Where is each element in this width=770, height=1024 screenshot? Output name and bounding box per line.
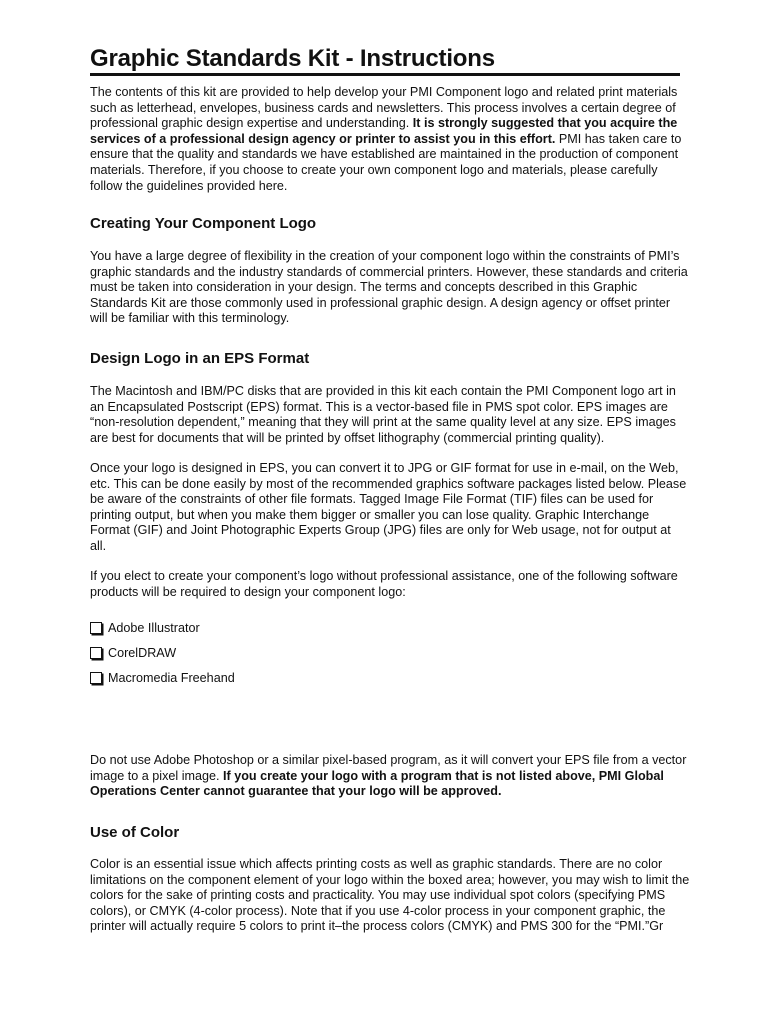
color-paragraph: Color is an essential issue which affects printing costs as well as graphic standards. There are no color limitations on the component element of your logo within the boxed area; however, you may wish to limit the colors for the sake of printing costs and practicality. You may use individual spot colors (specifying PMS colors), or CMYK (4-color process). Note that if you use 4-color process in your component graphic, the printer will actually require 5 colors to print it–the process colors (CMYK) and PMS 300 for the “PMI.”Gr [90,857,690,934]
software-item-coreldraw [90,645,176,661]
eps-paragraph-1: The Macintosh and IBM/PC disks that are provided in this kit each contain the PMI Component logo art in an Encapsulated Postscript (EPS) format. This is a vector-based file in PMS spot color. EPS images are “non-resolution dependent,” meaning that they will print at the same quality level at any size. EPS images are best for documents that will be printed by offset lithography (commercial printing quality). [90,384,676,445]
software-item-macromedia-freehand [90,670,235,686]
eps-paragraph-3: If you elect to create your component’s logo without professional assistance, one of the following software products will be required to design your component logo: [90,569,678,599]
software-label: Macromedia Freehand [108,671,235,685]
software-label: CorelDRAW [108,646,177,660]
checkbox-icon [90,647,102,659]
eps-paragraph-4 [90,753,690,800]
creating-logo-paragraph: You have a large degree of flexibility in the creation of your component logo within the constraints of PMI’s graphic standards and the industry standards of commercial printers. However, these standards and criteria must be taken into consideration in your design. The terms and concepts described in this Graphic Standards Kit are those commonly used in professional graphic design. A design agency or offset printer will be familiar with this terminology. [90,249,688,326]
eps-paragraph-2: Once your logo is designed in EPS, you can convert it to JPG or GIF format for use in e-mail, on the Web, etc. This can be done easily by most of the recommended graphics software packages listed below. Please be aware of the constraints of other file formats. Tagged Image File Format (TIF) files can be used for printing output, but when you make them bigger or smaller you can lose quality. Graphic Interchange Format (GIF) and Joint Photographic Experts Group (JPG) files are only for Web usage, not for output at all. [90,461,687,553]
page-title: Graphic Standards Kit - Instructions [90,45,495,72]
section-heading-creating-logo: Creating Your Component Logo [90,215,317,232]
intro-text-1: The contents of this kit are provided to help develop your PMI Component logo and related print materials such as letterhead, envelopes, business cards and newsletters. This process involves a certain degree of professional graphic design expertise and understanding. [90,85,678,131]
intro-bold-text: It is strongly suggested that you acquire the services of a professional design agency or printer to assist you in this effort. [90,116,678,146]
section-heading-use-of-color: Use of Color [90,824,180,841]
section-heading-eps-format: Design Logo in an EPS Format [90,350,310,367]
software-item-adobe-illustrator [90,620,200,636]
checkbox-icon [90,672,102,684]
intro-text-2: PMI has taken care to ensure that the quality and standards we have established are maintained in the production of component materials. Therefore, if you choose to create your own component logo and materials, please carefully follow the guidelines provided here. [90,131,682,193]
eps-paragraph-4-text: Do not use Adobe Photoshop or a similar pixel-based program, as it will convert your EPS file from a vector image to a pixel image. [90,753,687,783]
software-label: Adobe Illustrator [108,621,200,635]
intro-paragraph [90,85,690,194]
checkbox-icon [90,622,102,634]
eps-paragraph-4-bold: If you create your logo with a program that is not listed above, PMI Global Operations Center cannot guarantee that your logo will be approved. [90,768,664,799]
title-rule [90,73,680,76]
